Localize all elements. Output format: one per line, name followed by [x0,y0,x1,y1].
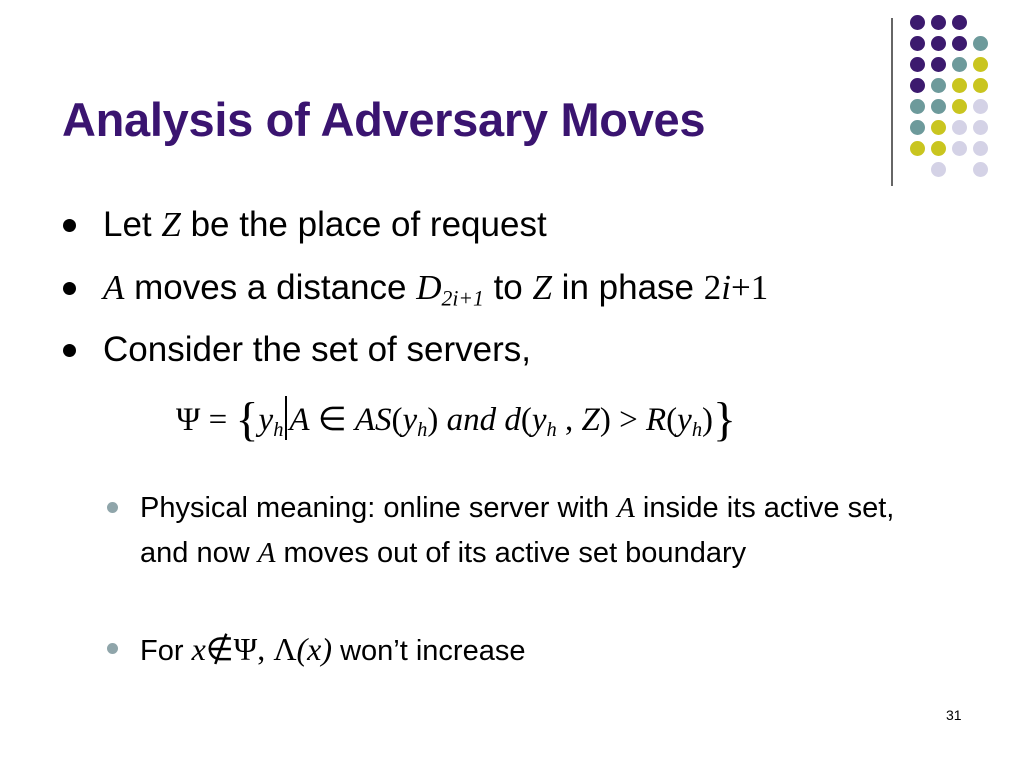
decorative-dot [952,78,967,93]
math-brace: { [235,393,259,446]
sub-bullet-for-x [140,627,940,674]
math-var-a: A [617,492,635,524]
decorative-dot [910,78,925,93]
decorative-dot [931,15,946,30]
bullet-text: inside its active set, and now [140,492,895,569]
math-brace: } [713,393,737,446]
math-subscript: h [417,419,428,442]
math-number: 2 [703,268,722,307]
decorative-dot [910,15,925,30]
decorative-dot [973,162,988,177]
math-var-z: Z [581,402,600,438]
math-subscript: 2i+1 [441,286,484,311]
decorative-dot [931,120,946,135]
math-subscript: h [273,419,284,442]
math-paren: ) [599,402,611,438]
math-var-y: y [531,402,547,438]
math-func-d: d [504,402,521,438]
math-and: and [438,402,505,438]
decorative-dot [931,99,946,114]
slide-title: Analysis of Adversary Moves [62,93,706,146]
math-func-r: R [645,402,667,438]
bullet-let-z [103,205,547,245]
decorative-dot [910,36,925,51]
math-var-z: Z [161,205,181,244]
bullet-text: Let [103,205,162,244]
bullet-text: be the place of request [180,205,547,244]
bullet-a-moves [103,268,768,312]
math-var-d: D [416,268,442,307]
math-psi: Ψ [176,402,201,438]
bullet-text: to [483,268,533,307]
math-notin: ∉ [205,631,234,667]
set-definition-formula [176,392,736,447]
math-var-a: A [257,537,276,569]
page-number: 31 [946,707,962,723]
math-bar [285,396,287,440]
math-var-y: y [677,402,692,438]
math-lambda: Λ [273,631,297,667]
math-paren: ( [391,402,403,438]
math-paren: ) [427,402,439,438]
decorative-dot [973,57,988,72]
math-psi: Ψ, [233,631,266,667]
math-arg-x: (x) [296,631,333,667]
math-op: > [610,402,646,438]
math-var-z: Z [532,268,552,307]
bullet-icon [63,344,76,357]
decorative-dot [952,120,967,135]
decorative-dot [910,120,925,135]
decorative-dot [973,99,988,114]
math-number: +1 [730,268,769,307]
decorative-dot [973,120,988,135]
decorative-dot [973,36,988,51]
bullet-text: moves out of its active set boundary [275,537,747,569]
decorative-dot [931,141,946,156]
decorative-dot [973,141,988,156]
decorative-dot [952,15,967,30]
math-var-i: i [721,268,731,307]
decorative-dot [931,162,946,177]
math-op: ∈ [309,402,355,438]
decorative-dot [910,57,925,72]
math-var-y: y [258,402,274,438]
sub-bullet-physical-meaning [140,486,940,576]
decorative-dot [931,78,946,93]
decorative-dot [952,57,967,72]
math-comma: , [556,402,582,438]
decorative-dot [910,99,925,114]
sub-bullet-icon [107,502,118,513]
decorative-dot [952,36,967,51]
decorative-dot [952,99,967,114]
math-var-y: y [402,402,418,438]
math-var-x: x [191,631,206,667]
bullet-consider [103,330,531,370]
decorative-dot [973,78,988,93]
sub-bullet-icon [107,643,118,654]
math-op: = [200,402,236,438]
math-paren: ( [666,402,678,438]
math-subscript: h [691,419,703,442]
decorative-dot [952,141,967,156]
decorative-divider [891,18,893,186]
bullet-text: in phase [551,268,704,307]
bullet-icon [63,282,76,295]
math-paren: ) [702,402,714,438]
bullet-text: Physical meaning: online server with [140,492,618,524]
bullet-text: Consider the set of servers, [103,330,531,369]
decorative-dot [931,57,946,72]
bullet-text: won’t increase [332,635,526,667]
decorative-dot [931,36,946,51]
math-func-as: AS [354,402,392,438]
bullet-text: For [140,635,192,667]
math-var-a: A [289,402,310,438]
math-paren: ( [520,402,532,438]
bullet-icon [63,219,76,232]
bullet-text: moves a distance [124,268,417,307]
math-subscript: h [546,419,557,442]
decorative-dot [910,141,925,156]
math-var-a: A [103,268,125,307]
